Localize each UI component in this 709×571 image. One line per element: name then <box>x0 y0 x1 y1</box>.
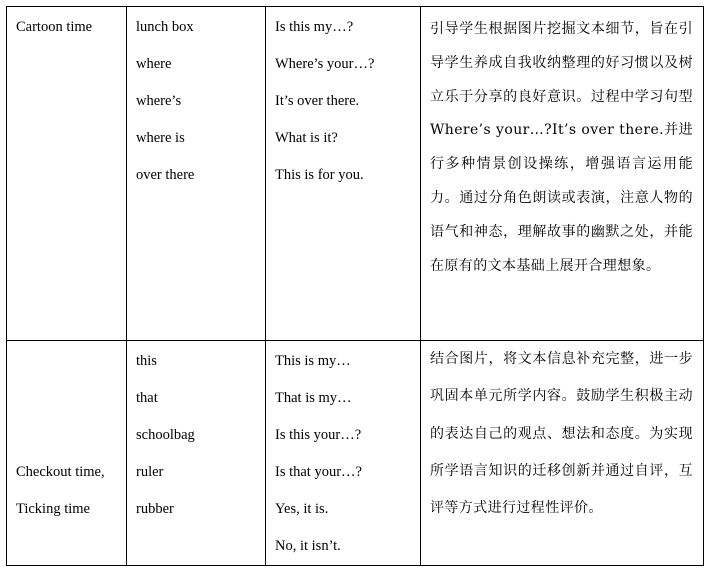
sentence-pattern: This is for you. <box>275 167 364 183</box>
sentences-cell <box>266 7 421 341</box>
vocab-word: that <box>136 390 158 406</box>
sentence-pattern: That is my… <box>275 390 352 406</box>
words-cell <box>127 341 266 566</box>
vocab-word: rubber <box>136 501 174 517</box>
sentence-pattern: Is this your…? <box>275 427 362 443</box>
stage-label: Cartoon time <box>16 19 93 35</box>
vocab-word: schoolbag <box>136 427 195 443</box>
sentences-cell <box>266 341 421 566</box>
vocab-word: where <box>136 56 172 72</box>
table-row <box>7 341 704 566</box>
stage-cell <box>7 341 127 566</box>
activity-description: 引导学生根据图片挖掘文本细节，旨在引导学生养成自我收纳整理的好习惯以及树立乐于分享的良好意识。过程中学习句型 Where’s your…?It’s over there.并进行多种情景创设操练，增强语言运用能力。通过分角色朗读或表演，注意人物的语气和神态，理解故事的幽默之处，并能在原有的文本基础上展开合理想象。 <box>430 21 693 274</box>
lesson-plan-table <box>6 6 704 566</box>
vocab-word: where is <box>136 130 185 146</box>
vocab-word: this <box>136 353 157 369</box>
vocab-word: ruler <box>136 464 164 480</box>
vocab-word: over there <box>136 167 195 183</box>
sentence-pattern: What is it? <box>275 130 338 146</box>
description-cell <box>421 7 704 341</box>
stage-cell <box>7 7 127 341</box>
sentence-pattern: This is my… <box>275 353 351 369</box>
sentence-pattern: No, it isn’t. <box>275 538 341 554</box>
stage-label: Checkout time, <box>16 464 105 480</box>
words-cell <box>127 7 266 341</box>
sentence-pattern: It’s over there. <box>275 93 360 109</box>
table-row <box>7 7 704 341</box>
sentence-pattern: Is that your…? <box>275 464 362 480</box>
vocab-word: lunch box <box>136 19 194 35</box>
sentence-pattern: Yes, it is. <box>275 501 329 517</box>
stage-label: Ticking time <box>16 501 90 517</box>
vocab-word: where’s <box>136 93 182 109</box>
sentence-pattern: Is this my…? <box>275 19 354 35</box>
sentence-pattern: Where’s your…? <box>275 56 375 72</box>
description-cell <box>421 341 704 566</box>
activity-description: 结合图片，将文本信息补充完整，进一步巩固本单元所学内容。鼓励学生积极主动的表达自己的观点、想法和态度。为实现所学语言知识的迁移创新并通过自评，互评等方式进行过程性评价。 <box>430 351 693 517</box>
